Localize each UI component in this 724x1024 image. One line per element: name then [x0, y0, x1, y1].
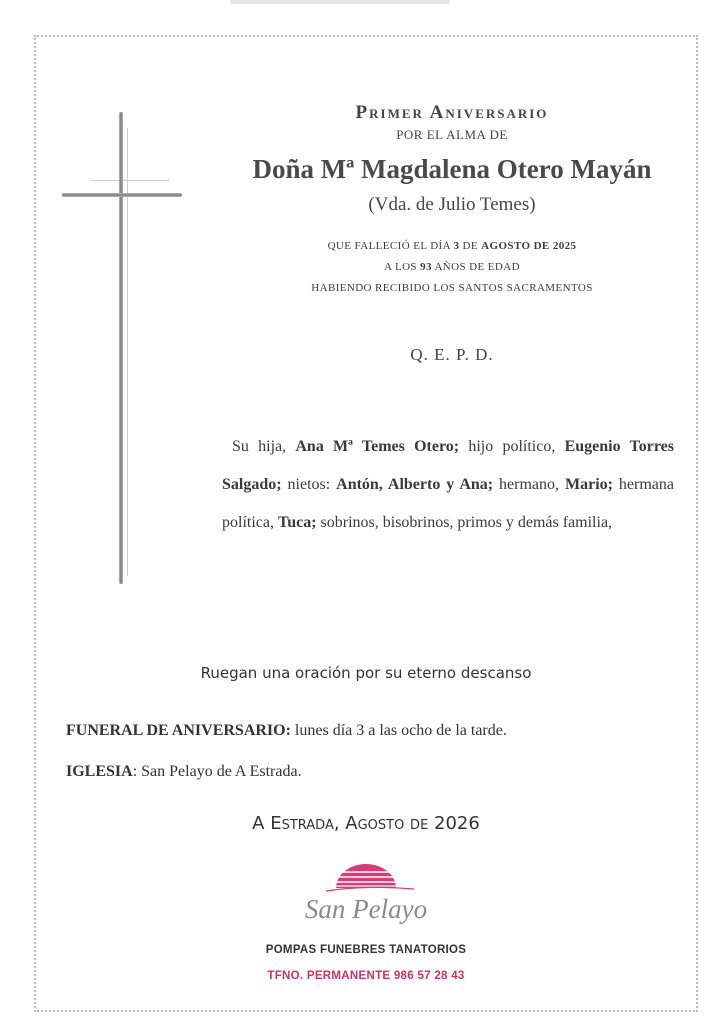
death-text: QUE FALLECIÓ EL DÍA	[327, 240, 454, 252]
family-grandchildren: Antón, Alberto y Ana;	[336, 476, 494, 493]
church-info	[66, 763, 686, 781]
death-date: AGOSTO DE 2025	[481, 240, 577, 252]
family-brother: Mario;	[564, 476, 613, 493]
cross-vertical-bar	[119, 112, 123, 584]
cross-shadow-horizontal	[90, 180, 170, 181]
family-sister-in-law: Tuca;	[277, 514, 317, 531]
age-value: 93	[420, 261, 432, 273]
death-day: 3	[453, 240, 460, 252]
family-daughter: Ana Mª Temes Otero;	[295, 438, 460, 455]
family-text: hijo político,	[459, 438, 565, 455]
death-text: DE	[459, 240, 482, 252]
company-phone: TFNO. PERMANENTE 986 57 28 43	[267, 970, 465, 982]
deceased-name: Doña Mª Magdalena Otero Mayán	[252, 154, 652, 184]
place-date: A Estrada, Agosto de 2026	[252, 813, 480, 834]
death-line-1	[222, 236, 682, 257]
family-text: hermana política,	[222, 476, 674, 531]
death-line-3: HABIENDO RECIBIDO LOS SANTOS SACRAMENTOS	[311, 282, 593, 294]
scan-top-mark	[230, 0, 450, 4]
age-text: A LOS	[384, 261, 421, 273]
company-name: POMPAS FUNEBRES TANATORIOS	[265, 944, 467, 956]
family-paragraph	[222, 428, 674, 542]
san-pelayo-logo	[296, 858, 436, 938]
age-text: AÑOS DE EDAD	[431, 261, 520, 273]
family-son-in-law: Eugenio Torres Salgado;	[222, 438, 674, 493]
family-text: sobrinos, bisobrinos, primos y demás familia,	[316, 514, 613, 531]
family-text: nietos:	[281, 476, 337, 493]
death-details	[222, 236, 682, 299]
logo-text: San Pelayo	[304, 894, 428, 924]
family-text: Su hija,	[232, 438, 296, 455]
logo-sun-icon	[326, 864, 414, 891]
funeral-info	[66, 722, 686, 740]
widow-of: (Vda. de Julio Temes)	[368, 194, 536, 215]
family-text: hermano,	[493, 476, 565, 493]
cross-horizontal-bar	[62, 193, 182, 197]
notice-subheading: POR EL ALMA DE	[396, 127, 508, 142]
church-text: : San Pelayo de A Estrada.	[132, 763, 302, 780]
qepd: Q. E. P. D.	[410, 345, 494, 364]
prayer-request: Ruegan una oración por su eterno descanso	[200, 664, 532, 682]
notice-heading: Primer Aniversario	[355, 102, 549, 123]
death-line-2	[222, 257, 682, 278]
funeral-text: lunes día 3 a las ocho de la tarde.	[290, 722, 507, 739]
church-label: IGLESIA	[66, 763, 133, 780]
funeral-label: FUNERAL DE ANIVERSARIO:	[66, 722, 291, 739]
